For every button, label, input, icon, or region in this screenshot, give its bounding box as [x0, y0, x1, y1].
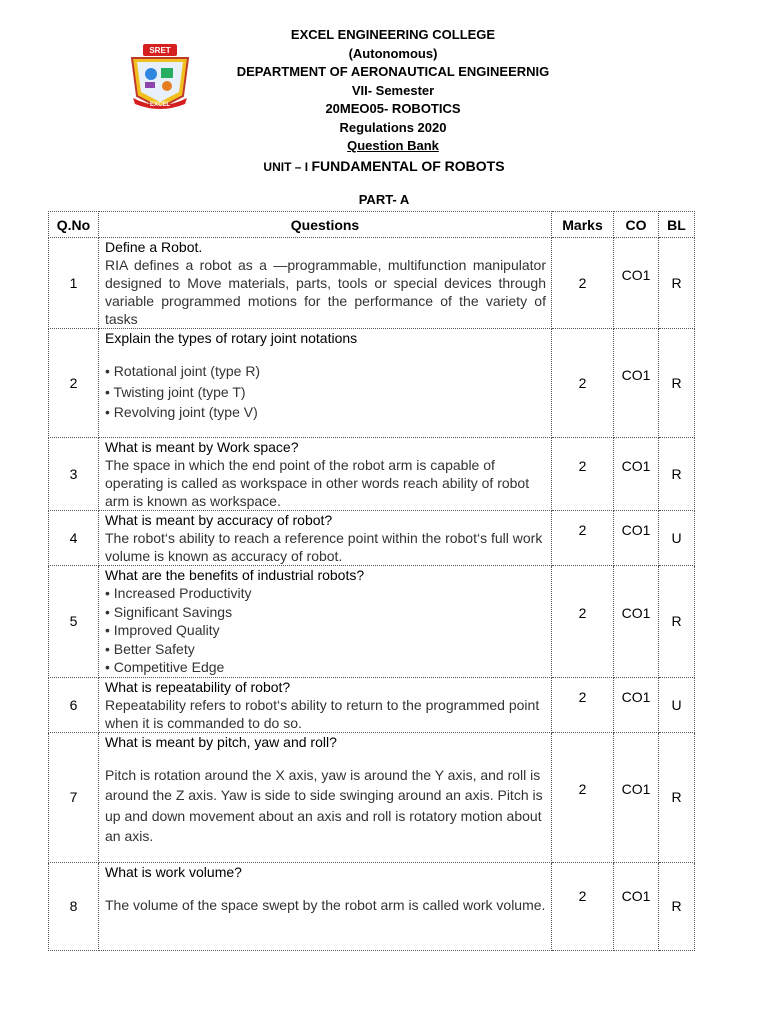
list-item: • Rotational joint (type R)	[105, 363, 261, 379]
row-number: 6	[49, 677, 99, 732]
course-code: 20MEO05- ROBOTICS	[325, 101, 461, 116]
logo-bottom-text: EXCEL	[149, 102, 171, 108]
bl-cell: R	[659, 438, 695, 511]
row-number: 5	[49, 566, 99, 678]
table-header-row	[49, 212, 695, 238]
table-row	[49, 862, 695, 950]
row-number: 3	[49, 438, 99, 511]
bl-cell: R	[659, 566, 695, 678]
department-name: DEPARTMENT OF AERONAUTICAL ENGINEERNIG	[236, 64, 550, 79]
table-row	[49, 329, 695, 438]
marks-cell	[552, 566, 614, 678]
college-name: EXCEL ENGINEERING COLLEGE	[290, 27, 496, 42]
marks-cell	[552, 438, 614, 511]
co-cell	[614, 732, 659, 862]
table-row	[49, 732, 695, 862]
co-value: CO1	[621, 458, 651, 474]
table-row	[49, 438, 695, 511]
list-item: • Increased Productivity	[105, 585, 252, 601]
unit-title	[0, 156, 768, 177]
header-questions: Questions	[99, 212, 552, 238]
co-cell	[614, 438, 659, 511]
regulations-label: Regulations 2020	[339, 119, 447, 135]
marks-cell	[552, 511, 614, 566]
header-qno: Q.No	[49, 212, 99, 238]
question-text: What is work volume?	[105, 863, 242, 880]
co-value: CO1	[621, 888, 651, 904]
answer-text: Repeatability refers to robot‘s ability to return to the programmed point when it is commanded to do so.	[105, 696, 540, 731]
question-text: What is meant by Work space?	[105, 439, 299, 455]
table-row	[49, 238, 695, 329]
bl-cell: R	[659, 862, 695, 950]
row-number: 8	[49, 862, 99, 950]
marks-cell: 2	[552, 329, 614, 438]
bullet-text: Improved Quality	[113, 622, 220, 638]
logo-top-text: SRET	[149, 46, 171, 55]
marks-value: 2	[578, 688, 587, 705]
list-item: • Competitive Edge	[105, 659, 225, 675]
autonomous-label: (Autonomous)	[348, 45, 438, 61]
row-number: 2	[49, 329, 99, 438]
question-text: What are the benefits of industrial robots?	[105, 567, 365, 583]
bullet-text: Twisting joint (type T)	[113, 383, 246, 400]
header-co: CO	[614, 212, 659, 238]
doc-type-label: Question Bank	[347, 138, 439, 153]
row-number: 1	[49, 238, 99, 329]
part-heading: PART- A	[358, 192, 410, 207]
question-cell	[99, 238, 552, 329]
question-cell	[99, 566, 552, 678]
bl-cell: R	[659, 238, 695, 329]
question-text: Define a Robot.	[105, 239, 203, 255]
bl-cell: R	[659, 732, 695, 862]
bullet-text: Competitive Edge	[113, 659, 225, 675]
unit-name: FUNDAMENTAL OF ROBOTS	[311, 157, 505, 174]
answer-text: The volume of the space swept by the robot arm is called work volume.	[105, 896, 546, 913]
bullet-text: Revolving joint (type V)	[113, 404, 258, 420]
bullet-text: Rotational joint (type R)	[113, 363, 261, 379]
marks-value: 2	[578, 781, 587, 797]
semester-label: VII- Semester	[351, 82, 435, 98]
co-value: CO1	[621, 781, 651, 797]
unit-prefix: UNIT – I	[263, 159, 312, 174]
co-cell	[614, 862, 659, 950]
row-number: 7	[49, 732, 99, 862]
answer-text: The robot‘s ability to reach a reference point within the robot‘s full work volume is known as accuracy of robot.	[105, 530, 543, 564]
question-cell	[99, 732, 552, 862]
marks-cell	[552, 677, 614, 732]
list-item: • Revolving joint (type V)	[105, 404, 258, 420]
question-text: Explain the types of rotary joint notations	[105, 330, 358, 346]
co-value: CO1	[621, 367, 651, 383]
question-cell	[99, 438, 552, 511]
co-value: CO1	[621, 605, 651, 622]
bl-cell: U	[659, 677, 695, 732]
co-cell	[614, 566, 659, 678]
answer-text: Pitch is rotation around the X axis, yaw is around the Y axis, and roll is around the Z axis. Yaw is side to side swinging around an axis. Pitch is up and down movement about an axis and roll is rotatory motion about an axis.	[105, 766, 543, 844]
answer-text: RIA defines a robot as a ―programmable, multifunction manipulator designed to Move materials, parts, tools or special devices through variable programmed motions for the performance of the variety of tasks	[105, 257, 546, 327]
question-cell	[99, 329, 552, 438]
table-row	[49, 566, 695, 678]
bullet-text: Increased Productivity	[113, 585, 252, 601]
co-value: CO1	[621, 522, 651, 538]
co-value: CO1	[621, 267, 651, 283]
list-item: • Twisting joint (type T)	[105, 383, 246, 400]
marks-value: 2	[578, 522, 587, 538]
header-marks: Marks	[552, 212, 614, 238]
bl-cell: R	[659, 329, 695, 438]
co-cell	[614, 511, 659, 566]
list-item: • Improved Quality	[105, 622, 220, 638]
bullet-text: Better Safety	[113, 640, 195, 657]
question-text: What is repeatability of robot?	[105, 678, 291, 695]
co-cell	[614, 238, 659, 329]
row-number: 4	[49, 511, 99, 566]
question-cell	[99, 677, 552, 732]
question-cell	[99, 511, 552, 566]
marks-cell	[552, 732, 614, 862]
question-text: What is meant by accuracy of robot?	[105, 512, 333, 528]
co-value: CO1	[621, 688, 651, 705]
question-cell	[99, 862, 552, 950]
marks-cell: 2	[552, 238, 614, 329]
list-item: • Better Safety	[105, 640, 195, 657]
list-item: • Significant Savings	[105, 603, 233, 620]
question-table	[48, 211, 695, 951]
bullet-text: Significant Savings	[113, 603, 233, 620]
table-row	[49, 677, 695, 732]
document-header	[0, 26, 768, 177]
marks-value: 2	[578, 458, 587, 474]
co-cell	[614, 329, 659, 438]
co-cell	[614, 677, 659, 732]
table-row	[49, 511, 695, 566]
answer-text: The space in which the end point of the robot arm is capable of operating is called as workspace in other words reach ability of robot arm is known as workspace.	[105, 457, 530, 509]
bl-cell: U	[659, 511, 695, 566]
question-text: What is meant by pitch, yaw and roll?	[105, 733, 337, 750]
marks-value: 2	[578, 888, 587, 904]
marks-value: 2	[578, 605, 587, 622]
header-bl: BL	[659, 212, 695, 238]
marks-cell	[552, 862, 614, 950]
